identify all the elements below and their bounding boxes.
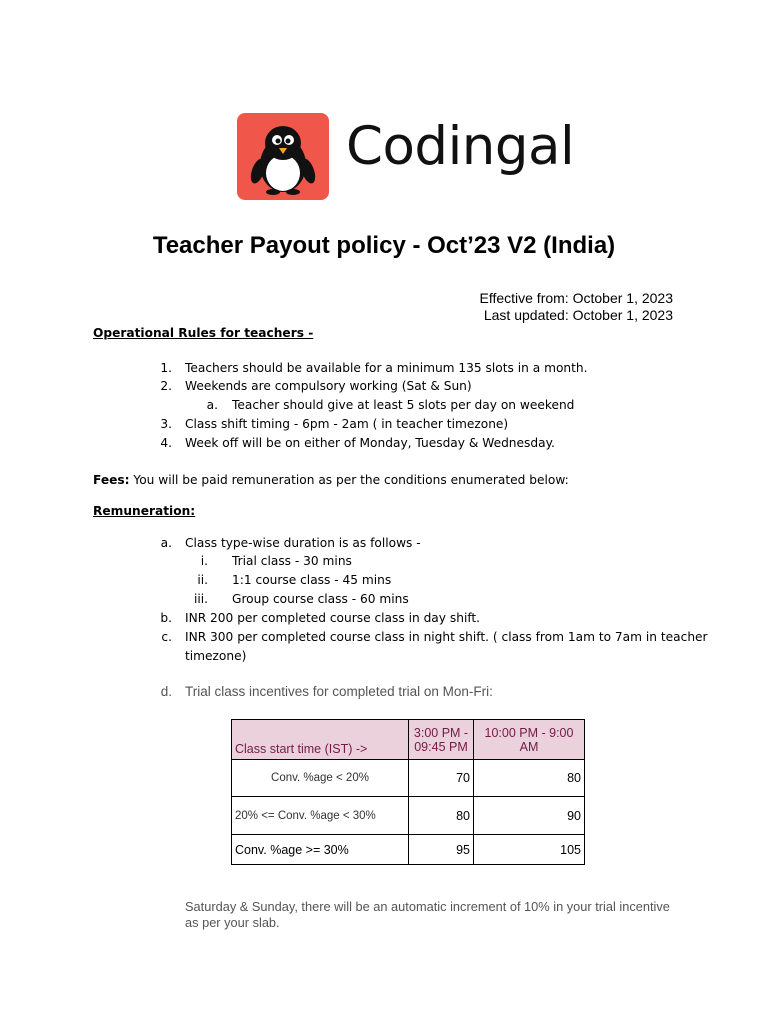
table-cell: 80 bbox=[409, 797, 474, 835]
list-item-continuation: timezone) bbox=[185, 649, 247, 663]
list-item: a. Teacher should give at least 5 slots per day on weekend bbox=[206, 398, 575, 412]
table-cell: 95 bbox=[409, 835, 474, 865]
table-cell: 20% <= Conv. %age < 30% bbox=[232, 797, 409, 835]
table-col-header: 3:00 PM - 09:45 PM bbox=[409, 720, 474, 760]
table-col-header: 10:00 PM - 9:00 AM bbox=[474, 720, 585, 760]
table-row bbox=[232, 797, 585, 835]
table-cell: 90 bbox=[474, 797, 585, 835]
effective-date: Effective from: October 1, 2023 bbox=[479, 290, 673, 306]
table-cell: 70 bbox=[409, 760, 474, 797]
fees-paragraph bbox=[93, 473, 569, 487]
penguin-icon bbox=[237, 113, 329, 200]
list-item: i. Trial class - 30 mins bbox=[200, 554, 352, 568]
page-title: Teacher Payout policy - Oct’23 V2 (India) bbox=[152, 232, 616, 259]
trial-incentive-table bbox=[231, 719, 585, 865]
table-row bbox=[232, 760, 585, 797]
list-item: 1. Teachers should be available for a minimum 135 slots in a month. bbox=[160, 361, 588, 375]
table-corner-header: Class start time (IST) -> bbox=[232, 720, 409, 760]
weekend-note-line2: as per your slab. bbox=[185, 915, 280, 930]
fees-text: You will be paid remuneration as per the conditions enumerated below: bbox=[129, 473, 569, 487]
fees-label: Fees: bbox=[93, 473, 130, 487]
weekend-note-line1: Saturday & Sunday, there will be an automatic increment of 10% in your trial incentive bbox=[185, 899, 670, 914]
list-item: 3. Class shift timing - 6pm - 2am ( in teacher timezone) bbox=[160, 417, 509, 431]
list-item: iii. Group course class - 60 mins bbox=[193, 592, 409, 606]
remuneration-heading: Remuneration: bbox=[93, 504, 196, 518]
table-header-row bbox=[232, 720, 585, 760]
last-updated-date: Last updated: October 1, 2023 bbox=[483, 307, 673, 323]
list-item: ii. 1:1 course class - 45 mins bbox=[197, 573, 392, 587]
table-cell: Conv. %age >= 30% bbox=[232, 835, 409, 865]
list-item: a. Class type-wise duration is as follows - bbox=[160, 536, 421, 550]
table-cell: Conv. %age < 20% bbox=[232, 760, 409, 797]
table-row bbox=[232, 835, 585, 865]
list-item: b. INR 200 per completed course class in day shift. bbox=[160, 611, 481, 625]
list-item: d. Trial class incentives for completed trial on Mon-Fri: bbox=[160, 684, 493, 699]
list-item: 4. Week off will be on either of Monday, Tuesday & Wednesday. bbox=[160, 436, 555, 450]
brand-logo bbox=[237, 113, 329, 200]
list-item: 2. Weekends are compulsory working (Sat & Sun) bbox=[160, 379, 472, 393]
brand-name: Codingal bbox=[346, 116, 575, 177]
list-item: c. INR 300 per completed course class in night shift. ( class from 1am to 7am in teacher bbox=[161, 630, 708, 644]
operational-heading: Operational Rules for teachers - bbox=[93, 326, 314, 340]
table-cell: 105 bbox=[474, 835, 585, 865]
table-cell: 80 bbox=[474, 760, 585, 797]
